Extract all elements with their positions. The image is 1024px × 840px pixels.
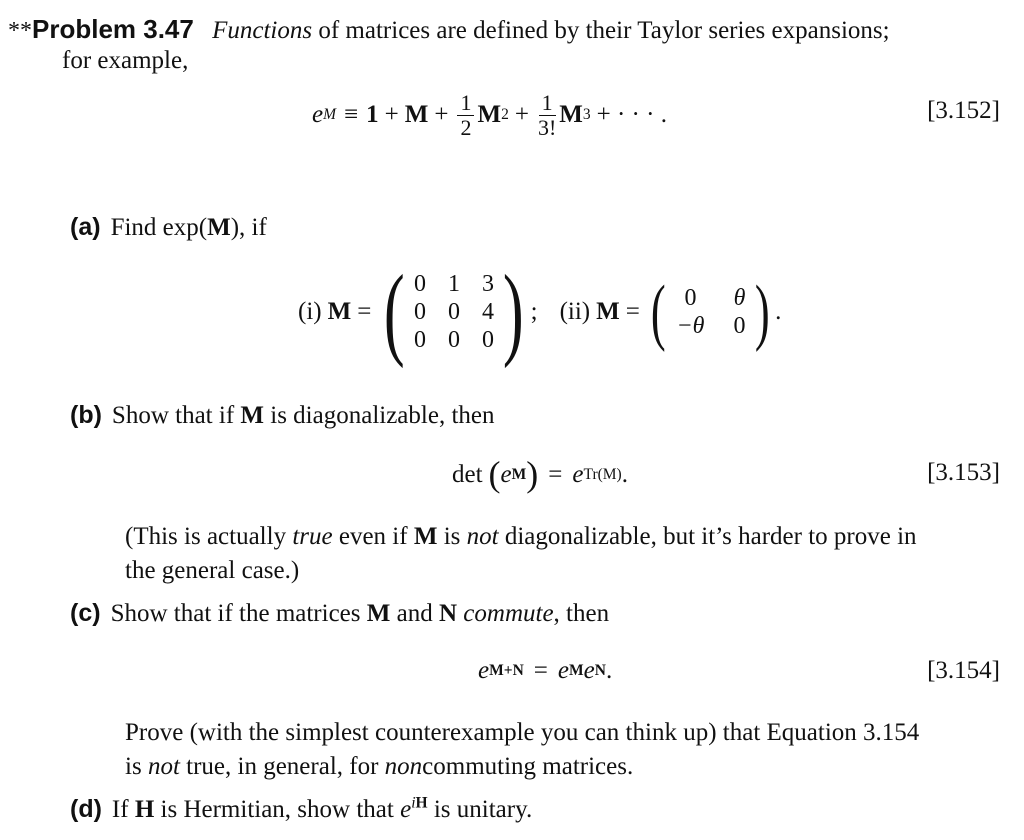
part-d-label: (d): [70, 795, 102, 823]
equation-number-3-152: [3.152]: [927, 97, 1000, 124]
matrix-i-cell: 3: [481, 271, 494, 297]
frac-half-num: 1: [457, 91, 474, 115]
part-b-pre: Show that if: [111, 402, 235, 429]
frac-sixth-den: 3!: [537, 114, 557, 140]
prove-non: non: [384, 753, 423, 780]
matrix-ii-cell: θ: [733, 285, 746, 311]
matrix-i-grid: [412, 270, 496, 354]
det-rparen: ): [526, 454, 539, 495]
part-c-prove-line1: Prove (with the simplest counterexample you can think up) that Equation 3.154: [125, 719, 920, 746]
note-m: M: [413, 523, 438, 550]
eq-m-2: M: [477, 101, 502, 128]
problem-heading: [8, 14, 890, 46]
case-i-m: M: [327, 298, 352, 325]
prove-not: not: [147, 753, 180, 780]
matrix-ii: [646, 271, 775, 353]
part-a-label: (a): [70, 213, 101, 241]
part-a-matrices: [298, 254, 782, 369]
eq-m-1: M: [404, 101, 429, 128]
eq-exp: M: [323, 106, 337, 123]
eq-tail: + · · · .: [596, 101, 667, 128]
part-c-and: and: [396, 600, 433, 627]
part-a-post: ), if: [230, 214, 267, 241]
frac-sixth: [538, 91, 556, 138]
case-period: .: [775, 298, 782, 325]
case-semicolon: ;: [530, 298, 538, 325]
part-c-commute: commute: [463, 600, 554, 627]
det-lparen: (: [488, 454, 501, 495]
matrix-ii-lparen: (: [650, 271, 666, 353]
note-is: is: [443, 523, 461, 550]
part-b-line: [70, 400, 494, 431]
matrix-i-cell: 0: [447, 327, 460, 353]
part-a-m: M: [207, 214, 231, 241]
part-d-mid: is Hermitian, show that: [160, 796, 394, 823]
part-c-prove-line2: [125, 752, 633, 782]
case-ii-label: (ii): [559, 298, 591, 325]
comm-exp-n: N: [594, 662, 606, 679]
matrix-ii-cell: −θ: [676, 313, 705, 339]
part-b-note-line1: [125, 522, 917, 552]
matrix-i-cell: 0: [481, 327, 494, 353]
case-ii-eq: =: [625, 298, 640, 325]
frac-sixth-num: 1: [539, 91, 556, 115]
comm-e-1: e: [478, 657, 490, 684]
part-d-pre: If: [111, 796, 129, 823]
prove-end: commuting matrices.: [422, 753, 634, 780]
matrix-i: [377, 254, 530, 369]
part-a-pre: Find exp(: [110, 214, 208, 241]
part-b-post: is diagonalizable, then: [270, 402, 495, 429]
equation-3-154: [478, 646, 612, 696]
det-eq: =: [548, 461, 563, 488]
equation-3-153: det ( e M ) = e Tr(M) .: [452, 450, 628, 500]
matrix-i-cell: 0: [413, 271, 426, 297]
part-c-then: , then: [553, 600, 610, 627]
frac-half-den: 2: [460, 114, 472, 140]
intro-italic: Functions: [212, 17, 313, 44]
problem-title: Problem 3.47: [32, 14, 194, 44]
part-b-label: (b): [70, 401, 102, 429]
frac-half: [457, 91, 474, 138]
comm-e-3: e: [583, 657, 595, 684]
part-d-line: [70, 794, 532, 825]
part-c-pre: Show that if the matrices: [110, 600, 361, 627]
case-i-label: (i): [298, 298, 322, 325]
note-not: not: [466, 523, 499, 550]
intro-text: of matrices are defined by their Taylor series expansions;: [318, 17, 890, 44]
matrix-i-cell: 1: [447, 271, 460, 297]
prove-mid: true, in general, for: [186, 753, 379, 780]
equation-number-3-153: [3.153]: [927, 459, 1000, 486]
equation-3-152: e M ≡ 1 + M + $\frac{1}{2}$ M 2 + $\frac{1}{3!}$ M 3 + · · · .: [312, 90, 667, 140]
matrix-i-cell: 0: [413, 327, 426, 353]
part-d-exp-i: i: [411, 794, 416, 812]
comm-exp-m: M: [568, 662, 584, 679]
eq-plus-1: +: [384, 101, 399, 128]
part-c-n: N: [438, 600, 458, 627]
part-c-label: (c): [70, 599, 101, 627]
det: det: [452, 461, 483, 488]
stars: **: [8, 18, 32, 44]
part-d-e: e: [400, 796, 412, 823]
intro-line2: for example,: [62, 47, 189, 74]
note-open: (This is actually: [125, 523, 287, 550]
equation-number-3-154: [3.154]: [927, 657, 1000, 684]
note-end: diagonalizable, but it’s harder to prove in: [504, 523, 917, 550]
matrix-ii-cell: 0: [733, 313, 746, 339]
comm-period: .: [605, 657, 613, 684]
case-ii-m: M: [596, 298, 620, 325]
eq-one: 1: [366, 101, 379, 128]
eq-plus-3: +: [514, 101, 529, 128]
matrix-i-cell: 0: [413, 299, 426, 325]
part-a-line: [70, 212, 267, 243]
matrix-i-cell: 0: [447, 299, 460, 325]
part-d-exp-h: H: [415, 794, 428, 812]
prove-is: is: [125, 753, 142, 780]
note-true: true: [292, 523, 333, 550]
part-d-post: is unitary.: [433, 796, 533, 823]
eq-m-3: M: [559, 101, 583, 128]
part-c-m: M: [366, 600, 391, 627]
matrix-i-rparen: ): [502, 254, 524, 369]
tr-e: e: [572, 461, 584, 488]
matrix-ii-cell: 0: [684, 285, 697, 311]
matrix-ii-grid: [670, 284, 750, 340]
det-e: e: [500, 461, 512, 488]
matrix-i-lparen: (: [384, 254, 406, 369]
part-c-line: [70, 598, 609, 629]
eq-plus-2: +: [434, 101, 449, 128]
part-d-h: H: [134, 796, 155, 823]
matrix-ii-rparen: ): [755, 271, 771, 353]
comm-e-2: e: [557, 657, 569, 684]
part-b-m: M: [240, 402, 264, 429]
matrix-i-cell: 4: [481, 299, 494, 325]
note-mid: even if: [338, 523, 408, 550]
comm-exp-mn: M+N: [489, 662, 524, 679]
case-i-eq: =: [357, 298, 372, 325]
comm-eq: =: [533, 657, 548, 684]
eq-e: e: [312, 101, 324, 128]
eq-equiv: ≡: [344, 101, 359, 128]
tr-period: .: [621, 461, 628, 488]
det-exp: M: [511, 466, 527, 483]
part-b-note-line2: the general case.): [125, 557, 300, 584]
